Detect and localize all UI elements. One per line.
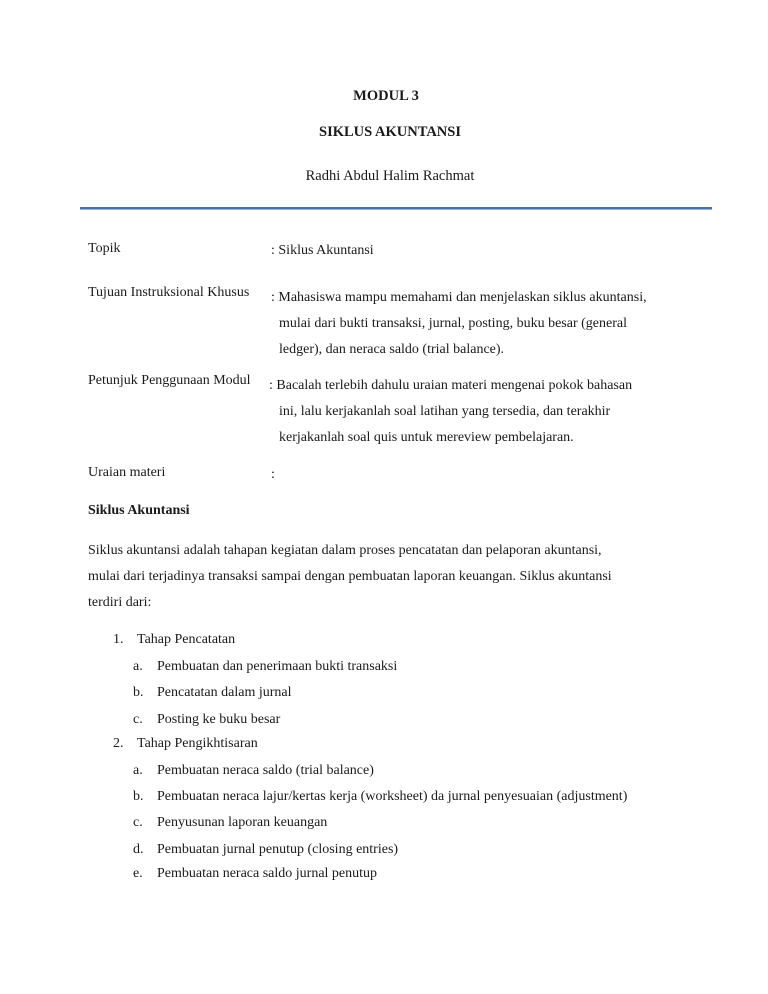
tujuan-line: : Mahasiswa mampu memahami dan menjelaskan siklus akuntansi, [271,290,647,305]
list-item [113,632,235,648]
sub-list-text: Pembuatan neraca saldo (trial balance) [157,763,374,778]
topik-value: : Siklus Akuntansi [271,243,374,258]
sub-list-marker: a. [133,659,143,674]
paragraph-line: Siklus akuntansi adalah tahapan kegiatan dalam proses pencatatan dan pelaporan akuntansi, [88,543,602,558]
sub-list-text: Posting ke buku besar [157,712,281,727]
list-number: 1. [113,632,124,647]
sub-list-item [133,815,327,831]
tujuan-line: mulai dari bukti transaksi, jurnal, posting, buku besar (general [279,316,627,331]
sub-list-marker: c. [133,815,143,830]
petunjuk-line: ini, lalu kerjakanlah soal latihan yang tersedia, dan terakhir [279,404,611,419]
sub-list-marker: b. [133,685,144,700]
module-title: SIKLUS AKUNTANSI [319,124,461,140]
list-item [113,736,258,752]
sub-list-text: Penyusunan laporan keuangan [157,815,328,830]
section-heading: Siklus Akuntansi [88,503,190,518]
list-label: Tahap Pencatatan [137,632,236,647]
sub-list-text: Pembuatan jurnal penutup (closing entries) [157,842,399,857]
uraian-value: : [271,467,275,482]
sub-list-text: Pembuatan neraca lajur/kertas kerja (worksheet) da jurnal penyesuaian (adjustment) [157,789,628,804]
petunjuk-value [269,373,689,451]
tujuan-label: Tujuan Instruksional Khusus [88,285,250,300]
uraian-label: Uraian materi [88,465,166,480]
sub-list-marker: b. [133,789,144,804]
sub-list-marker: a. [133,763,143,778]
sub-list-item [133,866,377,882]
sub-list-item [133,712,280,728]
sub-list-item [133,763,374,779]
sub-list-marker: c. [133,712,143,727]
list-number: 2. [113,736,124,751]
paragraph-line: terdiri dari: [88,595,152,610]
author-name: Radhi Abdul Halim Rachmat [305,168,475,184]
sub-list-item [133,789,627,805]
sub-list-item [133,659,397,675]
module-number: MODUL 3 [353,88,419,104]
petunjuk-line: : Bacalah terlebih dahulu uraian materi mengenai pokok bahasan [269,378,633,393]
sub-list-marker: d. [133,842,144,857]
list-label: Tahap Pengikhtisaran [137,736,258,751]
sub-list-item [133,685,292,701]
sub-list-text: Pencatatan dalam jurnal [157,685,292,700]
sub-list-marker: e. [133,866,143,881]
petunjuk-label: Petunjuk Penggunaan Modul [88,373,251,388]
paragraph-line: mulai dari terjadinya transaksi sampai dengan pembuatan laporan keuangan. Siklus akuntansi [88,569,612,584]
sub-list-text: Pembuatan neraca saldo jurnal penutup [157,866,378,881]
header-divider [80,207,712,209]
sub-list-text: Pembuatan dan penerimaan bukti transaksi [157,659,398,674]
topik-label: Topik [88,241,121,256]
tujuan-value [271,285,691,363]
petunjuk-line: kerjakanlah soal quis untuk mereview pembelajaran. [279,430,574,445]
sub-list-item [133,842,398,858]
tujuan-line: ledger), dan neraca saldo (trial balance). [279,342,505,357]
